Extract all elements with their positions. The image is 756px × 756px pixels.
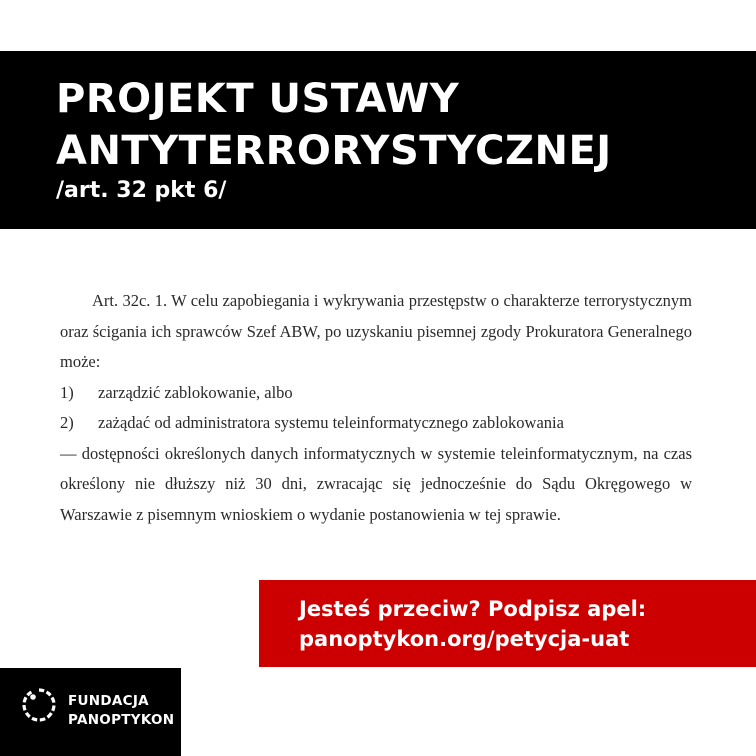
logo-text [68, 692, 174, 730]
foundation-logo [0, 668, 181, 756]
article-paragraph: Art. 32c. 1. W celu zapobiegania i wykrywania przestępstw o charakterze terrorystycznym oraz ścigania ich sprawców Szef ABW, po uzyskaniu pisemnej zgody Prokuratora Generalnego może: [60, 291, 692, 371]
subtitle: /art. 32 pkt 6/ [56, 178, 227, 203]
title-line-1: PROJEKT USTAWY [56, 76, 460, 122]
logo-line-2: PANOPTYKON [68, 712, 175, 728]
petition-cta[interactable] [259, 580, 756, 667]
header-banner [0, 51, 756, 229]
logo-line-1: FUNDACJA [68, 693, 149, 709]
closing-paragraph: — dostępności określonych danych informatycznych w systemie teleinformatycznym, na czas określony nie dłuższy niż 30 dni, zwracając się jednocześnie do Sądu Okręgowego w Warszawie z pisemnym wnioskiem o wydanie postanowienia w tej sprawie. [60, 443, 692, 524]
cta-link[interactable]: panoptykon.org/petycja-uat [299, 627, 630, 651]
list-item-text: zażądać od administratora systemu teleinformatycznego zablokowania [98, 413, 564, 432]
list-item-number: 2) [60, 413, 74, 432]
list-item [60, 378, 692, 409]
list-item-text: zarządzić zablokowanie, albo [98, 382, 293, 402]
title-line-2: ANTYTERRORYSTYCZNEJ [56, 128, 612, 174]
list-item-number: 1) [60, 382, 74, 402]
list-item [60, 408, 692, 439]
cta-line-1: Jesteś przeciw? Podpisz apel: [299, 597, 647, 621]
law-excerpt [60, 286, 692, 530]
panoptykon-logo-icon [22, 688, 56, 722]
